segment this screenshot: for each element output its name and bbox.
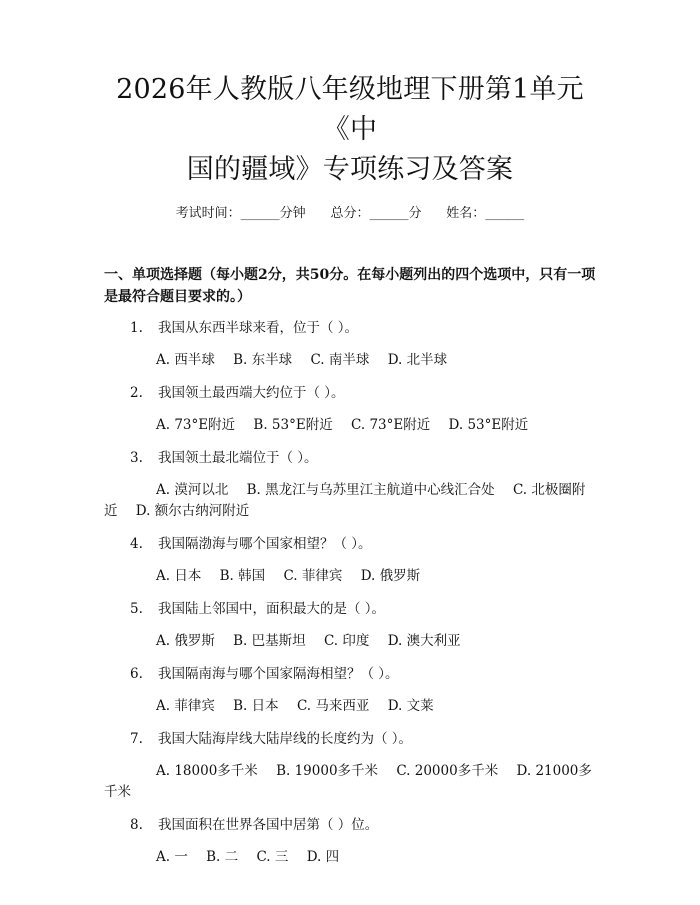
option-d: D. 53°E附近 bbox=[448, 417, 529, 433]
question-number: 2. bbox=[130, 385, 143, 401]
options-4 bbox=[104, 566, 596, 587]
option-a: A. 俄罗斯 bbox=[156, 633, 215, 649]
question-8 bbox=[104, 815, 596, 835]
question-number: 7. bbox=[130, 731, 143, 747]
option-d: D. 额尔古纳河附近 bbox=[135, 503, 250, 519]
option-d: D. 俄罗斯 bbox=[360, 568, 421, 584]
option-d: D. 北半球 bbox=[387, 352, 448, 368]
options-1 bbox=[104, 350, 596, 371]
question-4 bbox=[104, 534, 596, 554]
question-stem: 我国陆上邻国中，面积最大的是（ ）。 bbox=[158, 601, 386, 617]
option-b: B. 19000多千米 bbox=[276, 763, 379, 779]
option-a: A. 日本 bbox=[156, 568, 202, 584]
exam-time: 考试时间：______分钟 bbox=[175, 206, 306, 221]
option-b: B. 黑龙江与乌苏里江主航道中心线汇合处 bbox=[246, 482, 495, 498]
question-stem: 我国领土最西端大约位于（ ）。 bbox=[158, 385, 345, 401]
option-c: C. 马来西亚 bbox=[296, 698, 370, 714]
option-d: D. 21000多千米 bbox=[104, 763, 592, 800]
option-b: B. 日本 bbox=[233, 698, 279, 714]
title-line-2: 国的疆域》专项练习及答案 bbox=[186, 154, 514, 185]
option-a: A. 一 bbox=[156, 849, 188, 865]
option-a: A. 73°E附近 bbox=[156, 417, 236, 433]
question-2 bbox=[104, 383, 596, 403]
option-c: C. 菲律宾 bbox=[283, 568, 343, 584]
options-7 bbox=[104, 761, 596, 803]
question-list bbox=[104, 318, 596, 868]
options-8 bbox=[104, 847, 596, 868]
option-c: C. 三 bbox=[256, 849, 289, 865]
option-b: B. 东半球 bbox=[233, 352, 293, 368]
option-c: C. 20000多千米 bbox=[396, 763, 499, 779]
option-c: C. 南半球 bbox=[310, 352, 370, 368]
option-b: B. 韩国 bbox=[219, 568, 266, 584]
question-stem: 我国隔渤海与哪个国家相望？（ ）。 bbox=[158, 536, 372, 552]
question-number: 6. bbox=[130, 666, 143, 682]
document-title bbox=[104, 70, 596, 190]
option-a: A. 菲律宾 bbox=[156, 698, 215, 714]
option-c: C. 印度 bbox=[323, 633, 370, 649]
options-5 bbox=[104, 631, 596, 652]
option-d: D. 澳大利亚 bbox=[387, 633, 461, 649]
exam-meta bbox=[104, 204, 596, 224]
question-stem: 我国大陆海岸线大陆岸线的长度约为（ ）。 bbox=[158, 731, 413, 747]
options-2 bbox=[104, 415, 596, 436]
question-number: 4. bbox=[130, 536, 143, 552]
question-number: 3. bbox=[130, 450, 143, 466]
section-heading: 一、单项选择题（每小题2分，共50分。在每小题列出的四个选项中，只有一项是最符合题目要求的。） bbox=[104, 267, 596, 305]
option-a: A. 漠河以北 bbox=[156, 482, 229, 498]
question-number: 5. bbox=[130, 601, 143, 617]
question-stem: 我国领土最北端位于（ ）。 bbox=[158, 450, 318, 466]
option-d: D. 四 bbox=[306, 849, 340, 865]
option-a: A. 西半球 bbox=[156, 352, 215, 368]
question-stem: 我国隔南海与哪个国家隔海相望？（ ）。 bbox=[158, 666, 399, 682]
option-b: B. 53°E附近 bbox=[253, 417, 333, 433]
question-5 bbox=[104, 599, 596, 619]
question-stem: 我国从东西半球来看，位于（ ）。 bbox=[158, 320, 359, 336]
options-3 bbox=[104, 480, 596, 522]
question-6 bbox=[104, 664, 596, 684]
student-name: 姓名：______ bbox=[446, 206, 525, 221]
question-number: 1. bbox=[130, 320, 143, 336]
total-score: 总分：______分 bbox=[330, 206, 422, 221]
question-7 bbox=[104, 729, 596, 749]
option-c: C. 北极圈附近 bbox=[104, 482, 586, 519]
question-3 bbox=[104, 448, 596, 468]
question-stem: 我国面积在世界各国中居第（ ）位。 bbox=[158, 817, 379, 833]
question-1 bbox=[104, 318, 596, 338]
option-b: B. 二 bbox=[206, 849, 239, 865]
option-b: B. 巴基斯坦 bbox=[233, 633, 306, 649]
option-a: A. 18000多千米 bbox=[156, 763, 258, 779]
options-6 bbox=[104, 696, 596, 717]
question-number: 8. bbox=[130, 817, 143, 833]
option-c: C. 73°E附近 bbox=[351, 417, 431, 433]
option-d: D. 文莱 bbox=[387, 698, 434, 714]
title-line-1: 2026年人教版八年级地理下册第1单元《中 bbox=[116, 74, 584, 145]
